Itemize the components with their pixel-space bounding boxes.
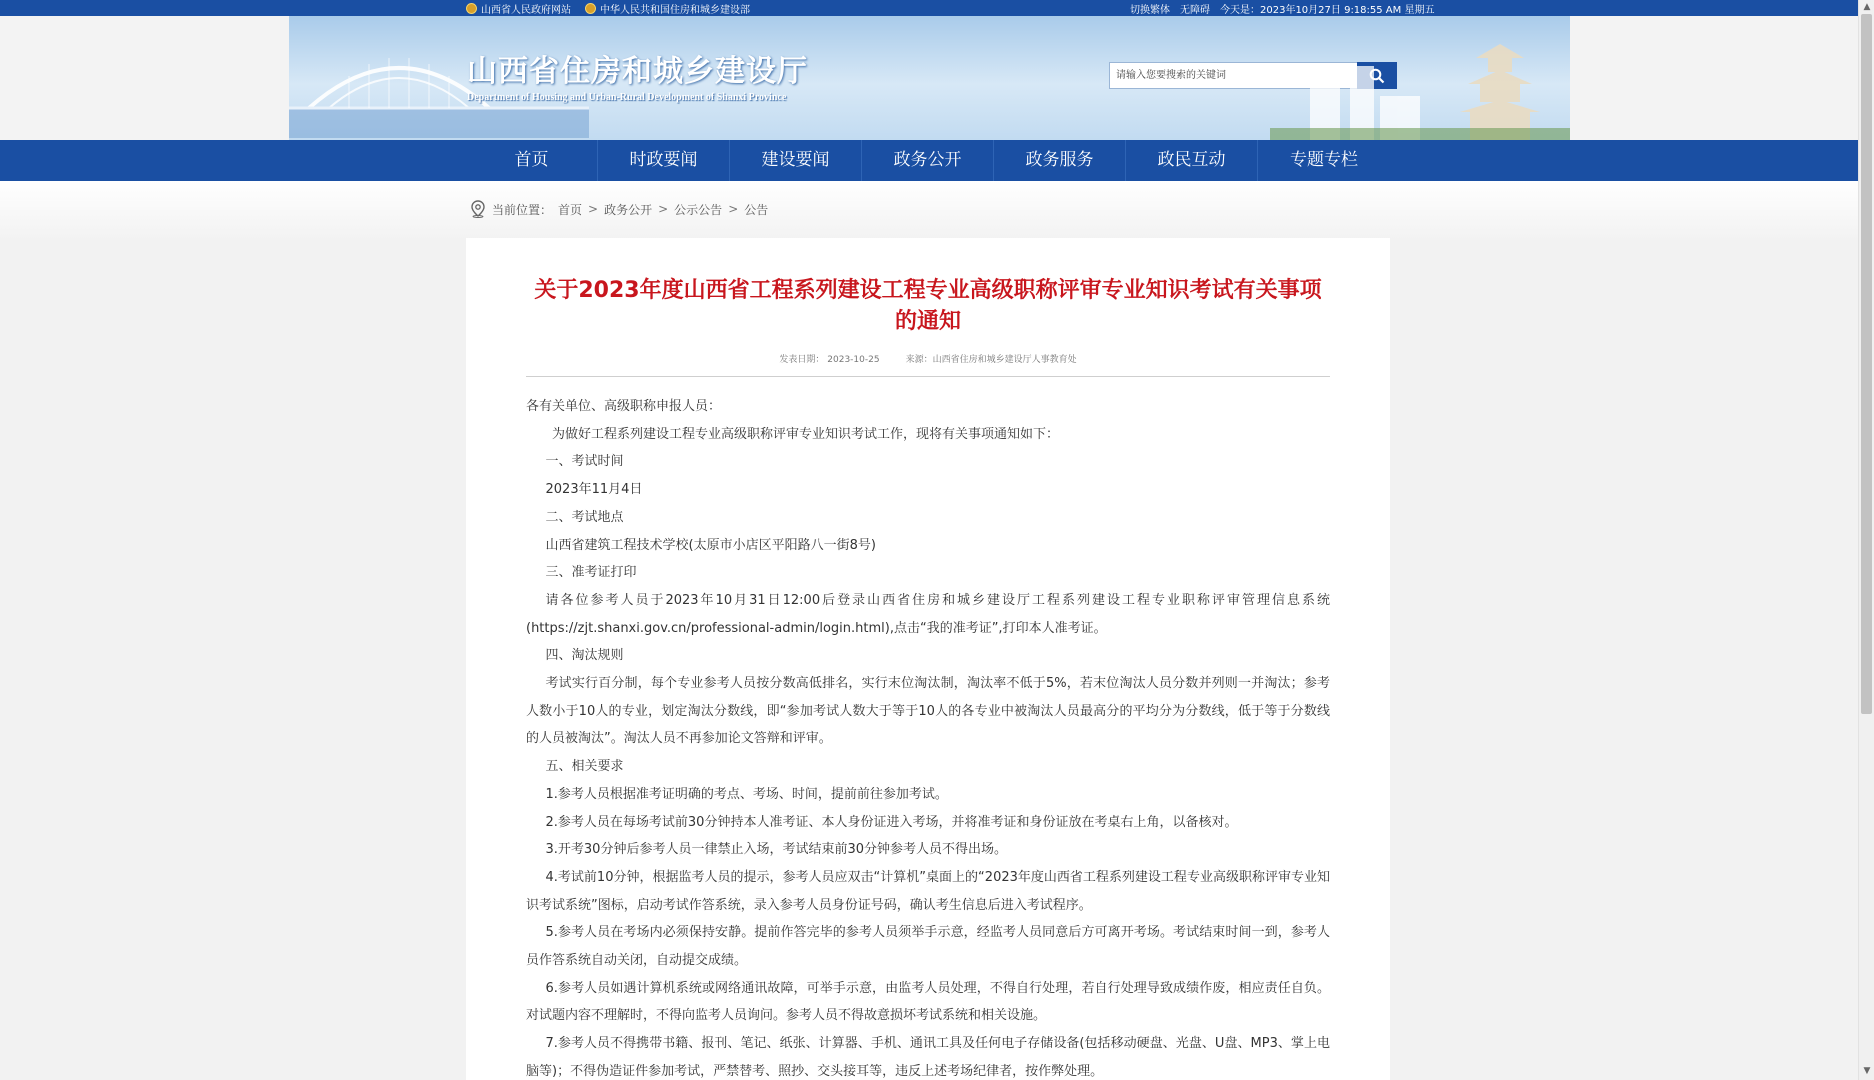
traditional-chinese-toggle[interactable]: 切换繁体 bbox=[1130, 5, 1170, 16]
publish-date: 发表日期： 2023-10-25 bbox=[779, 355, 880, 365]
breadcrumb-link-gov-affairs[interactable]: 政务公开 bbox=[604, 202, 653, 217]
section-heading: 二、考试地点 bbox=[545, 509, 624, 525]
paragraph: 山西省建筑工程技术学校(太原市小店区平阳路八一街8号) bbox=[545, 537, 876, 553]
top-link-bar bbox=[0, 0, 1858, 16]
nav-item-government-affairs[interactable]: 政务公开 bbox=[862, 140, 994, 181]
main-navigation bbox=[0, 140, 1858, 181]
nav-item-public-interaction[interactable]: 政民互动 bbox=[1126, 140, 1258, 181]
paragraph: 1.参考人员根据准考证明确的考点、考场、时间，提前前往参加考试。 bbox=[545, 786, 948, 802]
gov-link-1-label: 山西省人民政府网站 bbox=[481, 5, 571, 16]
article-title: 关于2023年度山西省工程系列建设工程专业高级职称评审专业知识考试有关事项的通知 bbox=[534, 278, 1322, 334]
scroll-up-arrow-icon[interactable]: ▲ bbox=[1863, 2, 1871, 12]
nav-item-construction-news[interactable]: 建设要闻 bbox=[730, 140, 862, 181]
nav-item-political-news[interactable]: 时政要闻 bbox=[598, 140, 730, 181]
location-pin-icon bbox=[470, 200, 486, 218]
article-panel bbox=[466, 238, 1390, 1080]
site-title[interactable]: 山西省住房和城乡建设厅 bbox=[467, 54, 808, 89]
paragraph: 7.参考人员不得携带书籍、报刊、笔记、纸张、计算器、手机、通讯工具及任何电子存储设备(包括移动硬盘、光盘、U盘、MP3、掌上电脑等)；不得伪造证件参加考试，严禁替考、照抄、交头接耳等，违反上述考场纪律者，按作弊处理。 bbox=[526, 1036, 1330, 1079]
accessibility-link[interactable]: 无障碍 bbox=[1180, 5, 1210, 16]
article-body bbox=[526, 393, 1330, 1080]
scroll-down-arrow-icon[interactable]: ▼ bbox=[1863, 1066, 1871, 1076]
scrollbar-thumb[interactable] bbox=[1861, 14, 1872, 714]
section-heading: 五、相关要求 bbox=[545, 759, 624, 775]
page-scrollbar[interactable] bbox=[1858, 0, 1874, 1080]
nav-item-special-topics[interactable]: 专题专栏 bbox=[1290, 150, 1358, 170]
paragraph: 3.开考30分钟后参考人员一律禁止入场，考试结束前30分钟参考人员不得出场。 bbox=[545, 842, 1007, 858]
breadcrumb-separator: > bbox=[728, 202, 739, 216]
pagoda-skyline-illustration bbox=[1270, 16, 1570, 140]
paragraph: 4.考试前10分钟，根据监考人员的提示，参考人员应双击“计算机”桌面上的“2023年度山西省工程系列建设工程专业高级职称评审专业知识考试系统”图标，启动考试作答系统，录入参考人员身份证号码，确认考生信息后进入考试程序。 bbox=[526, 869, 1330, 913]
gov-link-2[interactable] bbox=[585, 1, 750, 16]
paragraph: 2023年11月4日 bbox=[545, 482, 643, 498]
paragraph: 5.参考人员在考场内必须保持安静。提前作答完毕的参考人员须举手示意，经监考人员同意后方可离开考场。考试结束时间一到，参考人员作答系统自动关闭，自动提交成绩。 bbox=[526, 925, 1330, 969]
breadcrumb-label: 当前位置： bbox=[492, 202, 553, 217]
site-subtitle: Department of Housing and Urban-Rural Development of Shanxi Province bbox=[467, 92, 787, 103]
article-meta bbox=[466, 352, 1390, 365]
national-emblem-icon bbox=[585, 3, 596, 14]
section-heading: 一、考试时间 bbox=[545, 454, 624, 470]
breadcrumb-link-announcement[interactable]: 公告 bbox=[744, 202, 769, 217]
paragraph: 为做好工程系列建设工程专业高级职称评审专业知识考试工作，现将有关事项通知如下： bbox=[552, 426, 1060, 442]
paragraph: 2.参考人员在每场考试前30分钟持本人准考证、本人身份证进入考场，并将准考证和身份证放在考桌右上角，以备核对。 bbox=[545, 814, 1238, 830]
breadcrumb-link-notices[interactable]: 公示公告 bbox=[674, 202, 723, 217]
breadcrumb-separator: > bbox=[658, 202, 669, 216]
paragraph: 考试实行百分制，每个专业参考人员按分数高低排名，实行末位淘汰制，淘汰率不低于5%，若末位淘汰人员分数并列则一并淘汰；参考人数小于10人的专业，划定淘汰分数线，即“参加考试人数大于等于10人的各专业中被淘汰人员最高分的平均分为分数线，低于等于分数线的人员被淘汰”。淘汰人员不再参加论文答辩和评审。 bbox=[526, 676, 1330, 747]
paragraph: 6.参考人员如遇计算机系统或网络通讯故障，可举手示意，由监考人员处理，不得自行处理，若自行处理导致成绩作废，相应责任自负。对试题内容不理解时，不得向监考人员询问。参考人员不得故意损坏考试系统和相关设施。 bbox=[526, 980, 1330, 1024]
breadcrumb-separator: > bbox=[588, 202, 599, 216]
site-header-banner bbox=[289, 16, 1570, 140]
breadcrumb bbox=[470, 200, 768, 218]
gov-link-1[interactable] bbox=[466, 1, 571, 16]
search-input[interactable]: 请输入您要搜索的关键词 bbox=[1109, 62, 1358, 89]
article-source: 来源：山西省住房和城乡建设厅人事教育处 bbox=[905, 355, 1077, 365]
section-heading: 四、淘汰规则 bbox=[545, 648, 624, 664]
title-divider bbox=[526, 376, 1330, 377]
gov-link-2-label: 中华人民共和国住房和城乡建设部 bbox=[600, 5, 750, 16]
nav-item-home[interactable]: 首页 bbox=[466, 140, 598, 181]
current-date-time: 今天是：2023年10月27日 9:18:55 AM 星期五 bbox=[1220, 5, 1435, 16]
salutation: 各有关单位、高级职称申报人员： bbox=[526, 399, 722, 414]
national-emblem-icon bbox=[466, 3, 477, 14]
nav-item-government-services[interactable]: 政务服务 bbox=[994, 140, 1126, 181]
section-heading: 三、准考证打印 bbox=[545, 565, 637, 581]
paragraph: 请各位参考人员于2023年10月31日12:00后登录山西省住房和城乡建设厅工程系列建设工程专业职称评审管理信息系统(https://zjt.shanxi.gov.cn/professional-admin/login.html),点击“我的准考证”,打印本人准考证。 bbox=[526, 592, 1330, 636]
breadcrumb-link-home[interactable]: 首页 bbox=[558, 202, 583, 217]
